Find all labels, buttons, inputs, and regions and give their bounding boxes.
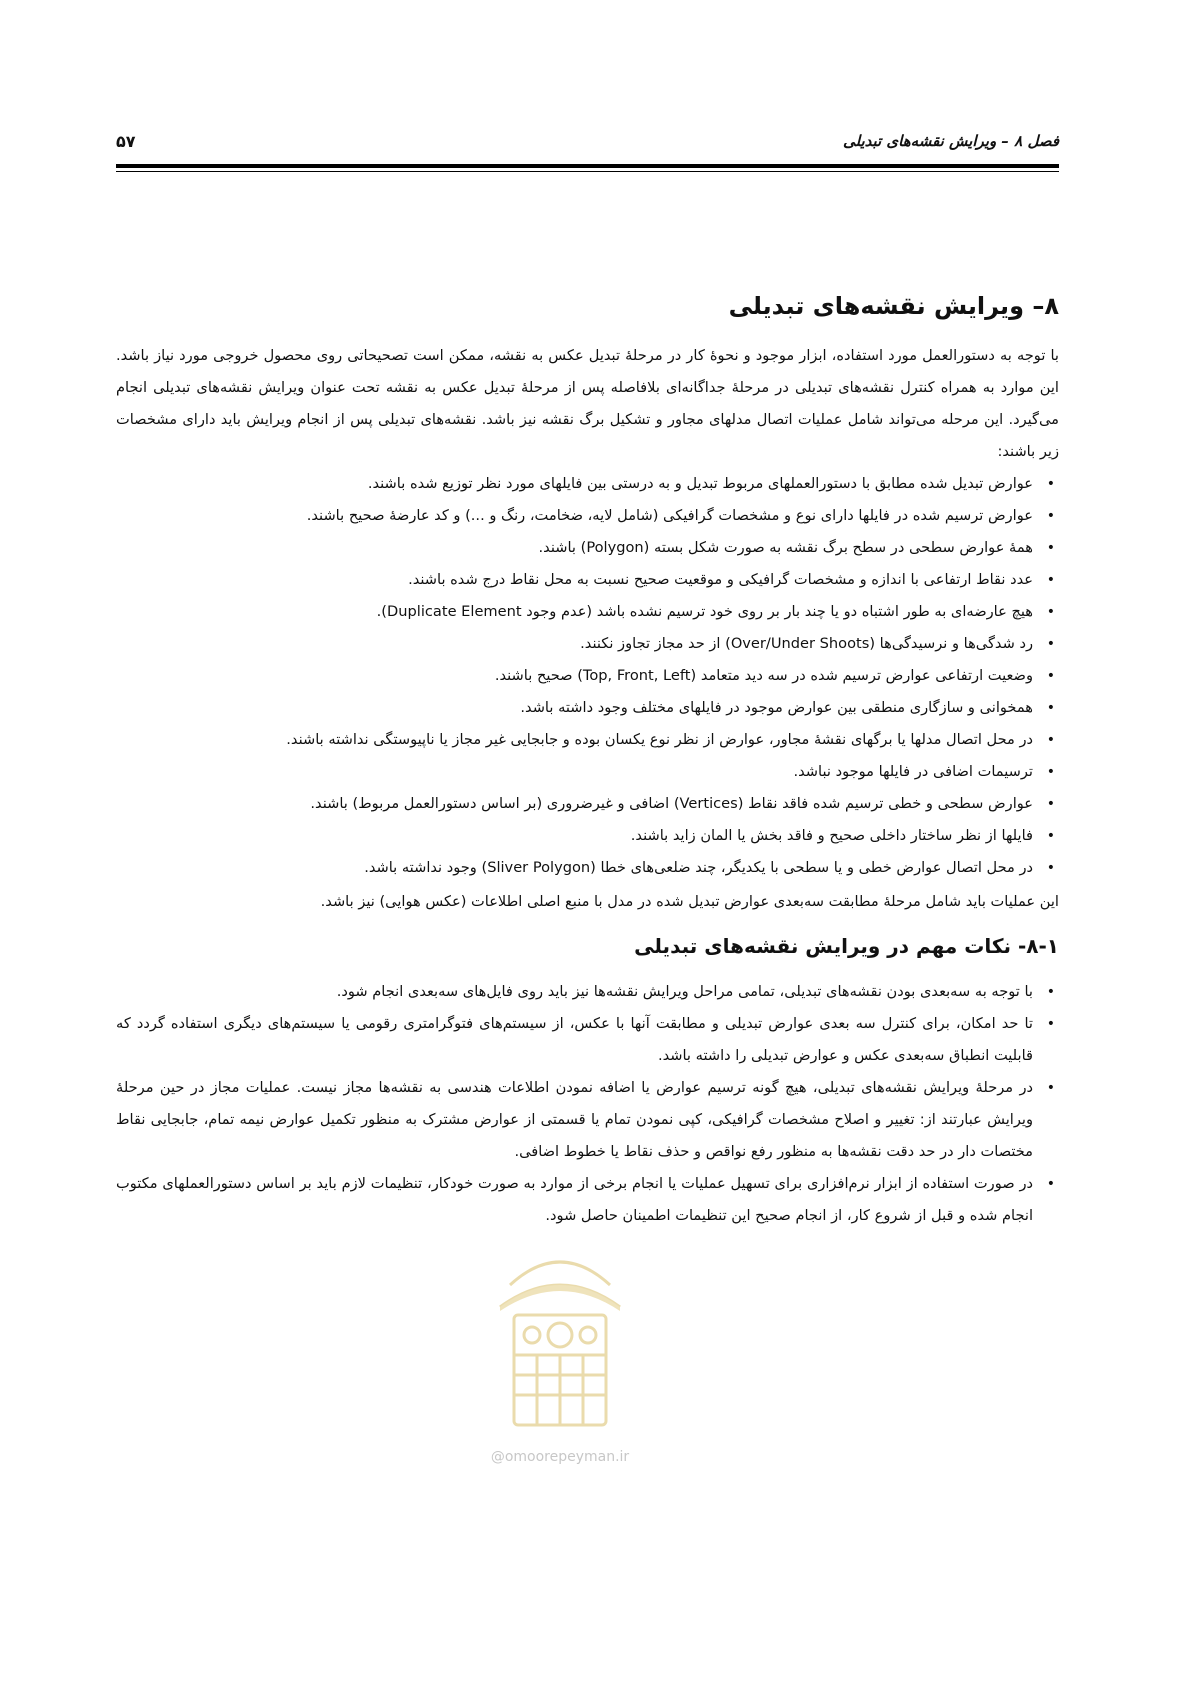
list-item: • فایلها از نظر ساختار داخلی صحیح و فاقد بخش یا المان زاید باشند.: [116, 820, 1033, 852]
requirements-list: [116, 468, 1059, 884]
header-rule-thick: [116, 164, 1059, 168]
list-item: • در صورت استفاده از ابزار نرم‌افزاری برای تسهیل عملیات یا انجام برخی از موارد به صورت خودکار، تنظیمات لازم باید بر اساس دستورالعملهای مکتوب انجام شده و قبل از شروع کار، از انجام صحیح این تنظیمات اطمینان حاصل شود.: [116, 1168, 1033, 1232]
list-item: • همخوانی و سازگاری منطقی بین عوارض موجود در فایلهای مختلف وجود داشته باشد.: [116, 692, 1033, 724]
subsection-title: ۸-۱- نکات مهم در ویرایش نقشه‌های تبدیلی: [634, 934, 1059, 958]
running-title: فصل ۸ – ویرایش نقشه‌های تبدیلی: [842, 132, 1059, 150]
list-item: • با توجه به سه‌بعدی بودن نقشه‌های تبدیلی، تمامی مراحل ویرایش نقشه‌ها نیز باید روی فایل‌های سه‌بعدی انجام شود.: [116, 976, 1033, 1008]
header-rule-thin: [116, 171, 1059, 172]
page-number: ۵۷: [116, 132, 136, 151]
notes-list: [116, 976, 1059, 1232]
list-item: • ترسیمات اضافی در فایلها موجود نباشد.: [116, 756, 1033, 788]
list-item: • در مرحلهٔ ویرایش نقشه‌های تبدیلی، هیچ گونه ترسیم عوارض یا اضافه نمودن اطلاعات هندسی به نقشه‌ها مجاز نیست. عملیات مجاز در حین مرحلهٔ ویرایش عبارتند از: تغییر و اصلاح مشخصات گرافیکی، کپی نمودن تمام یا قسمتی از عوارض مشترک به منظور تکمیل عوارض نیمه تمام، جابجایی نقاط مختصات دار در حد دقت نقشه‌ها به منظور رفع نواقص و حذف نقاط یا خطوط اضافی.: [116, 1072, 1033, 1168]
list-item: • همهٔ عوارض سطحی در سطح برگ نقشه به صورت شکل بسته (Polygon) باشند.: [116, 532, 1033, 564]
page-content: [116, 286, 1059, 1232]
list-item: • در محل اتصال مدلها یا برگهای نقشهٔ مجاور، عوارض از نظر نوع یکسان بوده و جابجایی غیر مجاز یا ناپیوستگی نداشته باشند.: [116, 724, 1033, 756]
list-item: • عوارض تبدیل شده مطابق با دستورالعملهای مربوط تبدیل و به درستی بین فایلهای مورد نظر توزیع شده باشند.: [116, 468, 1033, 500]
list-item: • هیچ عارضه‌ای به طور اشتباه دو یا چند بار بر روی خود ترسیم نشده باشد (عدم وجود Duplicate Element).: [116, 596, 1033, 628]
list-item: • وضعیت ارتفاعی عوارض ترسیم شده در سه دید متعامد (Top, Front, Left) صحیح باشند.: [116, 660, 1033, 692]
watermark-logo-icon: [470, 1245, 650, 1445]
running-header: [116, 132, 1059, 156]
list-item: • عوارض ترسیم شده در فایلها دارای نوع و مشخصات گرافیکی (شامل لایه، ضخامت، رنگ و ...) و کد عارضهٔ صحیح باشند.: [116, 500, 1033, 532]
list-item: • رد شدگی‌ها و نرسیدگی‌ها (Over/Under Shoots) از حد مجاز تجاوز نکنند.: [116, 628, 1033, 660]
list-item: • تا حد امکان، برای کنترل سه بعدی عوارض تبدیلی و مطابقت آنها با عکس، از سیستم‌های فتوگرامتری رقومی یا سیستم‌های دیگری استفاده گردد که قابلیت انطباق سه‌بعدی عکس و عوارض تبدیلی را داشته باشد.: [116, 1008, 1033, 1072]
watermark: [470, 1245, 650, 1475]
section-title: ۸– ویرایش نقشه‌های تبدیلی: [728, 292, 1059, 320]
watermark-text: @omoorepeyman.ir: [490, 1449, 630, 1465]
list-item: • عدد نقاط ارتفاعی با اندازه و مشخصات گرافیکی و موقعیت صحیح نسبت به محل نقاط درج شده باشند.: [116, 564, 1033, 596]
list-item: • عوارض سطحی و خطی ترسیم شده فاقد نقاط (Vertices) اضافی و غیرضروری (بر اساس دستورالعمل مربوط) باشند.: [116, 788, 1033, 820]
section-closing: این عملیات باید شامل مرحلهٔ مطابقت سه‌بعدی عوارض تبدیل شده در مدل با منبع اصلی اطلاعات (عکس هوایی) نیز باشد.: [320, 893, 1059, 910]
section-intro: با توجه به دستورالعمل مورد استفاده، ابزار موجود و نحوهٔ کار در مرحلهٔ تبدیل عکس به نقشه، ممکن است تصحیحاتی روی محصول خروجی مورد نیاز باشد. این موارد به همراه کنترل نقشه‌های تبدیلی در مرحلهٔ جداگانه‌ای بلافاصله پس از مرحلهٔ تبدیل عکس به نقشه تحت عنوان ویرایش نقشه‌های تبدیلی انجام می‌گیرد. این مرحله می‌تواند شامل عملیات اتصال مدلهای مجاور و تشکیل برگ نقشه نیز باشد. نقشه‌های تبدیلی پس از انجام ویرایش باید دارای مشخصات زیر باشند:: [116, 347, 1059, 460]
list-item: • در محل اتصال عوارض خطی و یا سطحی با یکدیگر، چند ضلعی‌های خطا (Sliver Polygon) وجود نداشته باشد.: [116, 852, 1033, 884]
